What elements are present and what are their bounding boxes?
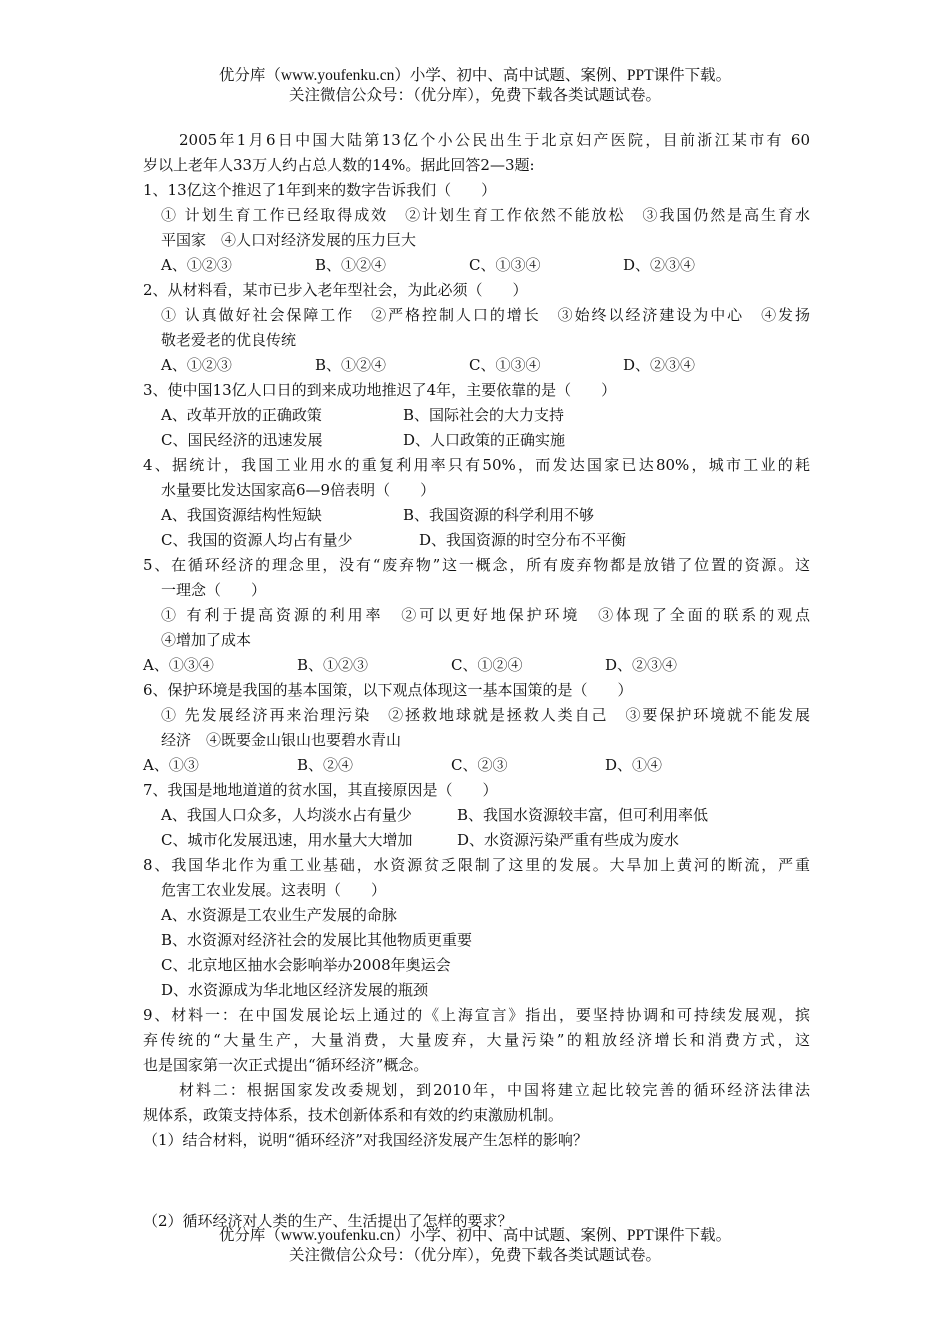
- intro-line-2: 岁以上老年人33万人约占总人数的14%。据此回答2—3题:: [143, 156, 535, 174]
- footer-line-1: 优分库（www.youfenku.cn）小学、初中、高中试题、案例、PPT课件下载。: [218, 1227, 732, 1244]
- question-4-stem: 4、据统计，我国工业用水的重复利用率只有50%，而发达国家已达80%，城市工业的耗: [143, 456, 810, 474]
- option-d: D、②③④: [605, 656, 678, 674]
- option-c: C、②③: [451, 756, 508, 774]
- option-a: A、我国资源结构性短缺: [161, 506, 322, 524]
- question-3-options-row-1: [143, 403, 810, 428]
- question-3-stem: 3、使中国13亿人口日的到来成功地推迟了4年，主要依靠的是（ ）: [143, 381, 617, 399]
- answer-space: [143, 1153, 810, 1203]
- question-4-options-row-1: [143, 503, 810, 528]
- option-d: D、②③④: [623, 256, 696, 274]
- question-9-material-1-line-1: 9、材料一：在中国发展论坛上通过的《上海宣言》指出，要坚持协调和可持续发展观，摈: [143, 1006, 810, 1024]
- question-1-items-cont: 平国家 ④人口对经济发展的压力巨大: [161, 231, 417, 249]
- question-6-items: ① 先发展经济再来治理污染 ②拯救地球就是拯救人类自己 ③要保护环境就不能发展: [161, 706, 810, 724]
- option-c: C、城市化发展迅速，用水量大大增加: [161, 831, 413, 849]
- question-6-items-cont: 经济 ④既要金山银山也要碧水青山: [161, 731, 402, 749]
- question-5-items: ① 有利于提高资源的利用率 ②可以更好地保护环境 ③体现了全面的联系的观点: [161, 606, 810, 624]
- question-1-options: [143, 253, 810, 278]
- question-8-option-c: C、北京地区抽水会影响举办2008年奥运会: [161, 956, 451, 974]
- option-d: D、②③④: [623, 356, 696, 374]
- question-5-items-cont: ④增加了成本: [161, 631, 252, 649]
- option-b: B、我国资源的科学利用不够: [403, 506, 595, 524]
- intro-line-1: 2005年1月6日中国大陆第13亿个小公民出生于北京妇产医院，目前浙江某市有 60: [179, 131, 810, 149]
- header-line-1: 优分库（www.youfenku.cn）小学、初中、高中试题、案例、PPT课件下载。: [218, 67, 732, 84]
- option-b: B、国际社会的大力支持: [403, 406, 565, 424]
- question-5-stem: 5、在循环经济的理念里，没有“废弃物”这一概念，所有废弃物都是放错了位置的资源。这: [143, 556, 810, 574]
- option-a: A、我国人口众多，人均淡水占有量少: [161, 806, 412, 824]
- option-c: C、①②④: [451, 656, 523, 674]
- question-8-stem: 8、我国华北作为重工业基础，水资源贫乏限制了这里的发展。大旱加上黄河的断流，严重: [143, 856, 810, 874]
- question-7-options-row-1: [143, 803, 810, 828]
- option-c: C、国民经济的迅速发展: [161, 431, 323, 449]
- option-a: A、①③④: [143, 656, 214, 674]
- question-5-options: [143, 653, 810, 678]
- question-9-sub-2: （2）循环经济对人类的生产、生活提出了怎样的要求？: [143, 1212, 513, 1230]
- page-footer: [0, 1226, 950, 1266]
- option-a: A、改革开放的正确政策: [161, 406, 322, 424]
- page-header: [0, 66, 950, 106]
- question-2-items: ① 认真做好社会保障工作 ②严格控制人口的增长 ③始终以经济建设为中心 ④发扬: [161, 306, 810, 324]
- question-8-option-d: D、水资源成为华北地区经济发展的瓶颈: [161, 981, 429, 999]
- option-c: C、①③④: [469, 356, 541, 374]
- question-9-material-1-line-2: 弃传统的“大量生产，大量消费，大量废弃，大量污染”的粗放经济增长和消费方式，这: [143, 1031, 810, 1049]
- question-6-options: [143, 753, 810, 778]
- option-c: C、我国的资源人均占有量少: [161, 531, 353, 549]
- option-a: A、①②③: [161, 256, 232, 274]
- question-8-option-b: B、水资源对经济社会的发展比其他物质更重要: [161, 931, 473, 949]
- option-d: D、我国资源的时空分布不平衡: [419, 531, 627, 549]
- option-b: B、我国水资源较丰富，但可利用率低: [457, 806, 709, 824]
- option-b: B、①②④: [315, 356, 387, 374]
- question-9-material-2-line-1: 材料二：根据国家发改委规划，到2010年，中国将建立起比较完善的循环经济法律法: [179, 1081, 810, 1099]
- question-9-material-1-line-3: 也是国家第一次正式提出“循环经济”概念。: [143, 1056, 429, 1074]
- question-2-items-cont: 敬老爱老的优良传统: [161, 331, 297, 349]
- header-line-2: 关注微信公众号：（优分库），免费下载各类试题试卷。: [288, 87, 661, 104]
- question-3-options-row-2: [143, 428, 810, 453]
- question-4-stem-cont: 水量要比发达国家高6—9倍表明（ ）: [161, 481, 436, 499]
- option-b: B、②④: [297, 756, 354, 774]
- question-9-sub-1: （1）结合材料，说明“循环经济”对我国经济发展产生怎样的影响？: [143, 1131, 588, 1149]
- question-9-material-2-line-2: 规体系，政策支持体系，技术创新体系和有效的约束激励机制。: [143, 1106, 564, 1124]
- option-b: B、①②④: [315, 256, 387, 274]
- question-8-stem-cont: 危害工农业发展。这表明（ ）: [161, 881, 387, 899]
- option-b: B、①②③: [297, 656, 369, 674]
- question-7-options-row-2: [143, 828, 810, 853]
- question-4-options-row-2: [143, 528, 810, 553]
- question-6-stem: 6、保护环境是我国的基本国策，以下观点体现这一基本国策的是（ ）: [143, 681, 633, 699]
- option-a: A、①②③: [161, 356, 232, 374]
- option-c: C、①③④: [469, 256, 541, 274]
- question-2-stem: 2、从材料看，某市已步入老年型社会，为此必须（ ）: [143, 281, 528, 299]
- question-1-stem: 1、13亿这个推迟了1年到来的数字告诉我们（ ）: [143, 181, 497, 199]
- question-8-option-a: A、水资源是工农业生产发展的命脉: [161, 906, 397, 924]
- question-2-options: [143, 353, 810, 378]
- question-7-stem: 7、我国是地地道道的贫水国，其直接原因是（ ）: [143, 781, 498, 799]
- question-5-stem-cont: 一理念（ ）: [161, 581, 267, 599]
- question-1-items: ① 计划生育工作已经取得成效 ②计划生育工作依然不能放松 ③我国仍然是高生育水: [161, 206, 810, 224]
- option-d: D、水资源污染严重有些成为废水: [457, 831, 680, 849]
- footer-line-2: 关注微信公众号：（优分库），免费下载各类试题试卷。: [288, 1247, 661, 1264]
- option-d: D、①④: [605, 756, 663, 774]
- option-a: A、①③: [143, 756, 199, 774]
- exam-content: [143, 128, 810, 1234]
- option-d: D、人口政策的正确实施: [403, 431, 566, 449]
